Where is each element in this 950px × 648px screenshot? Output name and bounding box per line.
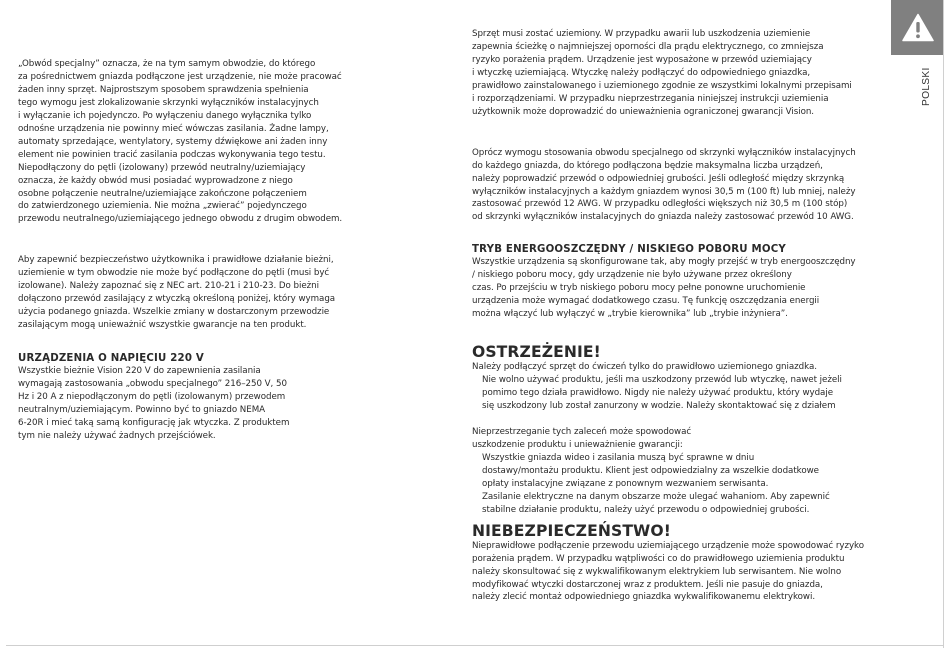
- text-line: Wszystkie gniazda wideo i zasilania muszą być sprawne w dniu: [482, 452, 755, 463]
- text-line: modyfikować wtyczki dostarczonej wraz z produktem. Jeśli nie pasuje do gniazda,: [472, 579, 823, 590]
- text-line: Nieprzestrzeganie tych zaleceń może spowodować: [472, 426, 692, 437]
- left-column: [18, 58, 448, 443]
- danger-heading: NIEBEZPIECZEŃSTWO!: [472, 521, 671, 540]
- safety-paragraph: [18, 254, 448, 332]
- text-line: Oprócz wymogu stosowania obwodu specjalnego od skrzynki wyłączników instalacyjnych: [472, 147, 856, 158]
- text-line: zapewnia ścieżkę o najmniejszej oporności dla prądu elektrycznego, co zmniejsza: [472, 41, 824, 52]
- language-label: POLSKI: [921, 67, 932, 106]
- text-line: „Obwód specjalny” oznacza, że na tym samym obwodzie, do którego: [18, 59, 316, 69]
- warning-paragraph: [472, 361, 882, 413]
- text-line: i wtyczkę uziemiającą. Wtyczkę należy podłączyć do odpowiedniego gniazdka,: [472, 67, 811, 78]
- text-line: / niskiego poboru mocy, gdy urządzenie nie było używane przez określony: [472, 270, 792, 281]
- text-line: odnośne urządzenia nie powinny mieć wówczas zasilania. Żadne lampy,: [18, 123, 329, 134]
- text-line: osobne połączenie neutralne/uziemiające zakończone połączeniem: [18, 188, 307, 199]
- text-line: stabilne działanie produktu, należy użyć przewodu o odpowiedniej grubości.: [482, 504, 810, 515]
- text-line: Nie wolno używać produktu, jeśli ma uszkodzony przewód lub wtyczkę, nawet jeżeli: [482, 375, 842, 386]
- warning-tab: [891, 0, 944, 55]
- text-line: tego wymogu jest zlokalizowanie skrzynki wyłączników instalacyjnych: [18, 97, 319, 108]
- text-line: się uszkodzony lub został zanurzony w wodzie. Należy skontaktować się z działem: [482, 401, 836, 412]
- text-line: automaty sprzedające, wentylatory, systemy dźwiękowe ani żaden inny: [18, 136, 328, 147]
- bottom-divider: [6, 645, 944, 646]
- text-line: neutralnym/uziemiającym. Powinno być to gniazdo NEMA: [18, 404, 266, 415]
- text-line: żaden inny sprzęt. Najprostszym sposobem sprawdzenia spełnienia: [18, 84, 309, 95]
- text-line: izolowane). Należy zapoznać się z NEC art. 210-21 i 210-23. Do bieżni: [18, 281, 319, 292]
- text-line: zasilającym mogą unieważnić wszystkie gwarancje na ten produkt.: [18, 320, 307, 331]
- text-line: użytkownik może doprowadzić do unieważnienia ograniczonej gwarancji Vision.: [472, 106, 814, 117]
- text-line: wyłączników instalacyjnych a każdym gniazdem wynosi 30,5 m (100 ft) lub mniej, należy: [472, 186, 856, 197]
- dedicated-circuit-paragraph: [18, 58, 448, 226]
- warranty-paragraph: [472, 426, 882, 517]
- text-line: należy poprowadzić przewód o odpowiedniej grubości. Jeśli odległość między skrzynką: [472, 173, 845, 184]
- text-line: można włączyć lub wyłączyć w „trybie kierownika” lub „trybie inżyniera”.: [472, 309, 788, 320]
- text-line: Wszystkie urządzenia są skonfigurowane tak, aby mogły przejść w tryb energooszczędny: [472, 257, 856, 268]
- text-line: i rozporządzeniami. W przypadku nieprzestrzegania niniejszej instrukcji uziemienia: [472, 93, 829, 104]
- text-line: opłaty instalacyjne związane z ponownym wezwaniem serwisanta.: [482, 478, 769, 489]
- text-line: należy skonsultować się z wykwalifikowanym elektrykiem lub serwisantem. Nie wolno: [472, 566, 842, 577]
- text-line: tym nie należy używać żadnych przejściówek.: [18, 430, 216, 441]
- text-line: wymagają zastosowania „obwodu specjalnego” 216–250 V, 50: [18, 379, 287, 390]
- text-line: czas. Po przejściu w tryb niskiego poboru mocy pełne ponowne uruchomienie: [472, 283, 806, 294]
- text-line: przewodu neutralnego/uziemiającego jednego obwodu z drugim obwodem.: [18, 214, 343, 225]
- side-divider: [943, 0, 944, 648]
- text-line: prawidłowo zainstalowanego i uziemionego zgodnie ze wszystkimi lokalnymi przepisami: [472, 80, 852, 91]
- text-line: 6-20R i mieć taką samą konfigurację jak wtyczka. Z produktem: [18, 417, 290, 428]
- section-heading-220v: URZĄDZENIA O NAPIĘCIU 220 V: [18, 353, 204, 365]
- text-line: pomimo tego działa prawidłowo. Nigdy nie należy używać produktu, który wydaje: [482, 388, 833, 399]
- text-line: od skrzynki wyłączników instalacyjnych do gniazda należy zastosować przewód 10 AWG.: [472, 212, 854, 223]
- text-line: do każdego gniazda, do którego podłączona będzie maksymalna liczba urządzeń,: [472, 160, 823, 171]
- text-line: Należy podłączyć sprzęt do ćwiczeń tylko do prawidłowo uziemionego gniazdka.: [472, 362, 817, 373]
- text-line: do zatwierdzonego uziemienia. Nie można „zwierać” pojedynczego: [18, 201, 307, 212]
- text-line: Sprzęt musi zostać uziemiony. W przypadku awarii lub uszkodzenia uziemienie: [472, 29, 811, 39]
- danger-paragraph: [472, 540, 882, 605]
- warning-heading: OSTRZEŻENIE!: [472, 343, 601, 362]
- text-line: dołączono przewód zasilający z wtyczką określoną poniżej, który wymaga: [18, 294, 336, 305]
- text-line: Aby zapewnić bezpieczeństwo użytkownika i prawidłowe działanie bieżni,: [18, 255, 334, 266]
- section-heading-energy-saving: TRYB ENERGOOSZCZĘDNY / NISKIEGO POBORU MOCY: [472, 244, 786, 256]
- 220v-paragraph: [18, 365, 448, 443]
- text-line: użycia podanego gniazda. Wszelkie zmiany w dostarczonym przewodzie: [18, 307, 330, 318]
- warning-triangle-icon: [902, 13, 934, 42]
- energy-saving-paragraph: [472, 256, 882, 321]
- text-line: uszkodzenie produktu i unieważnienie gwarancji:: [472, 439, 683, 450]
- text-line: uziemienie w tym obwodzie nie może być podłączone do pętli (musi być: [18, 268, 330, 279]
- text-line: i wyłączanie ich pojedynczo. Po wyłączeniu danego wyłącznika tylko: [18, 110, 312, 121]
- text-line: za pośrednictwem gniazda podłączone jest urządzenie, nie może pracować: [18, 71, 342, 82]
- text-line: Niepodłączony do pętli (izolowany) przewód neutralny/uziemiający: [18, 162, 306, 173]
- text-line: porażenia prądem. W przypadku wątpliwości co do prawidłowego uziemienia produktu: [472, 553, 845, 564]
- text-line: oznacza, że każdy obwód musi posiadać wyprowadzone z niego: [18, 175, 293, 186]
- text-line: urządzenia może wymagać dodatkowego czasu. Tę funkcję oszczędzania energii: [472, 296, 820, 307]
- text-line: zastosować przewód 12 AWG. W przypadku odległości większych niż 30,5 m (100 stóp): [472, 199, 848, 210]
- right-column: [472, 28, 882, 604]
- text-line: należy zlecić montaż odpowiedniego gniazdka wykwalifikowanemu elektrykowi.: [472, 592, 816, 603]
- text-line: Hz i 20 A z niepodłączonym do pętli (izolowanym) przewodem: [18, 392, 286, 403]
- text-line: dostawy/montażu produktu. Klient jest odpowiedzialny za wszelkie dodatkowe: [482, 465, 819, 476]
- text-line: Wszystkie bieżnie Vision 220 V do zapewnienia zasilania: [18, 366, 261, 377]
- wire-gauge-paragraph: [472, 147, 882, 225]
- text-line: ryzyko porażenia prądem. Urządzenie jest wyposażone w przewód uziemiający: [472, 54, 812, 65]
- text-line: element nie powinien tracić zasilania podczas wykonywania tego testu.: [18, 149, 326, 160]
- grounding-paragraph: [472, 28, 882, 119]
- text-line: Zasilanie elektryczne na danym obszarze może ulegać wahaniom. Aby zapewnić: [482, 491, 830, 502]
- text-line: Nieprawidłowe podłączenie przewodu uziemiającego urządzenie może spowodować ryzyko: [472, 540, 864, 551]
